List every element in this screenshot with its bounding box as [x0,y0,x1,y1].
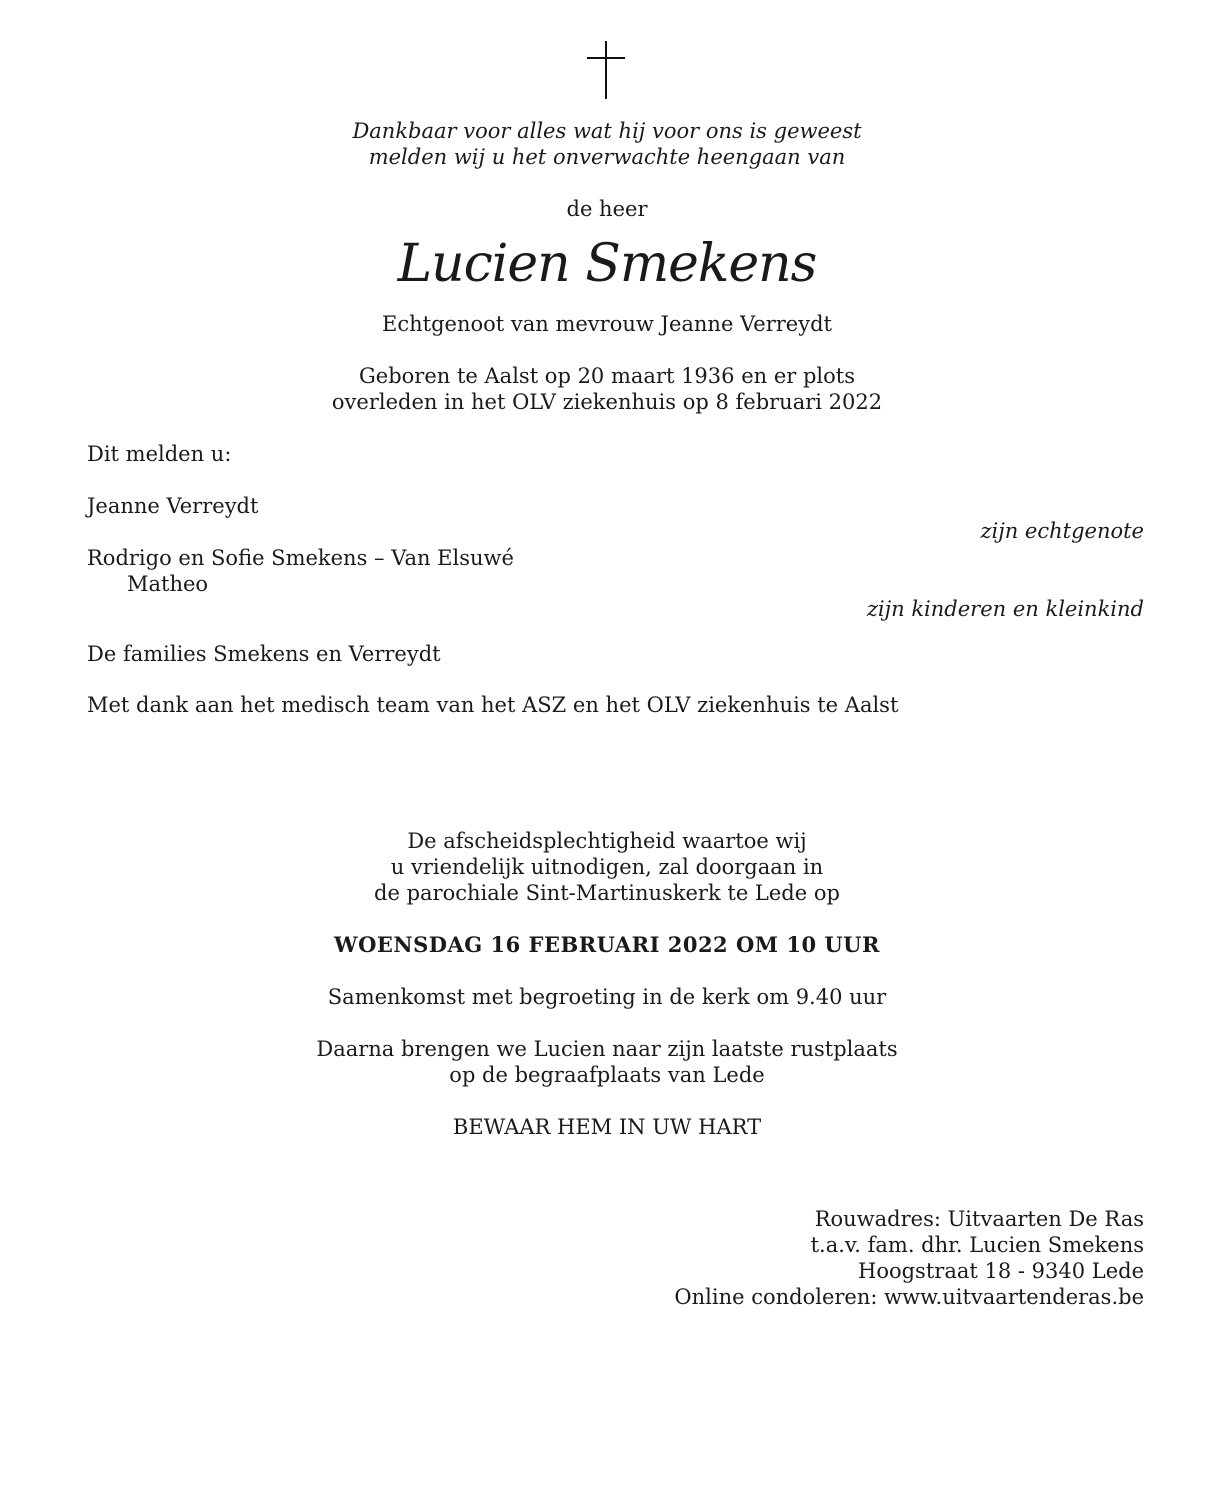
title-prefix: de heer [566,197,648,221]
address-line-4: Online condoleren: www.uitvaartenderas.be [674,1285,1144,1309]
death-line: overleden in het OLV ziekenhuis op 8 februari 2022 [331,390,883,414]
birth-line: Geboren te Aalst op 20 maart 1936 en er plots [359,364,855,388]
gathering-line: Samenkomst met begroeting in de kerk om 9.40 uur [327,985,887,1009]
burial-line-1: Daarna brengen we Lucien naar zijn laatste rustplaats [316,1037,898,1061]
intro-line-2: melden wij u het onverwachte heengaan van [368,145,846,169]
families-line: De families Smekens en Verreydt [87,642,441,666]
children-names: Rodrigo en Sofie Smekens – Van Elsuwé [87,546,514,570]
ceremony-line-3: de parochiale Sint-Martinuskerk te Lede op [374,881,840,905]
burial-line-2: op de begraafplaats van Lede [449,1063,765,1087]
ceremony-line-2: u vriendelijk uitnodigen, zal doorgaan in [390,855,824,879]
ceremony-line-1: De afscheidsplechtigheid waartoe wij [407,829,807,853]
closing-line: BEWAAR HEM IN UW HART [452,1115,762,1139]
thanks-line: Met dank aan het medisch team van het ASZ en het OLV ziekenhuis te Aalst [87,693,899,717]
grandchild-name: Matheo [127,572,209,596]
address-line-2: t.a.v. fam. dhr. Lucien Smekens [810,1233,1144,1257]
family-intro: Dit melden u: [87,442,232,466]
address-line-1: Rouwadres: Uitvaarten De Ras [814,1207,1144,1231]
spouse-relation: zijn echtgenote [980,519,1144,543]
address-line-3: Hoogstraat 18 - 9340 Lede [858,1259,1144,1283]
intro-line-1: Dankbaar voor alles wat hij voor ons is geweest [352,119,862,143]
ceremony-date-time: WOENSDAG 16 FEBRUARI 2022 OM 10 UUR [334,932,880,957]
cross-icon [587,41,625,99]
spouse-line: Echtgenoot van mevrouw Jeanne Verreydt [382,312,832,336]
spouse-name: Jeanne Verreydt [87,494,259,518]
deceased-name: Lucien Smekens [397,234,817,294]
children-relation: zijn kinderen en kleinkind [866,597,1144,621]
